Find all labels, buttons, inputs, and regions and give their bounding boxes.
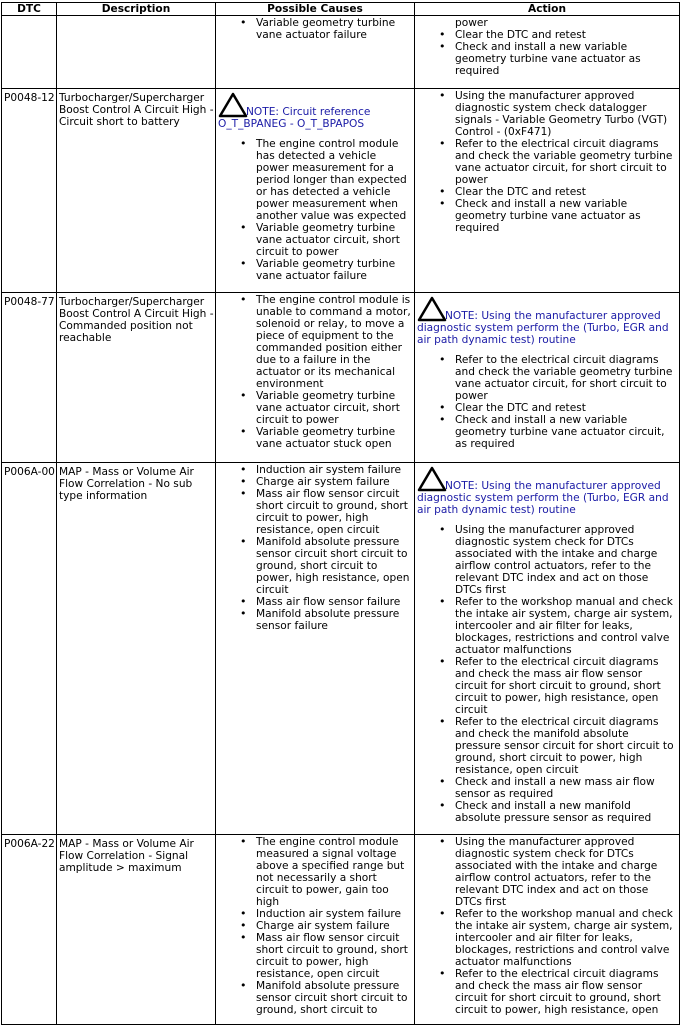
possible-causes-cell	[216, 89, 415, 293]
action-cell	[415, 16, 680, 89]
dtc-code: P006A-22	[2, 835, 57, 1025]
action-item: • Refer to the electrical circuit diagrams and check the mass air flow sensor circuit for short circuit to ground, short circuit to power, high resistance, open circuit	[455, 656, 677, 716]
actions-list	[417, 354, 677, 450]
cause-item: • Charge air system failure	[256, 476, 412, 488]
cause-item: • The engine control module is unable to command a motor, solenoid or relay, to move a piece of equipment to the commanded position either due to a failure in the actuator or its mechanical environment	[256, 294, 412, 390]
action-item: • Refer to the electrical circuit diagrams and check the variable geometry turbine vane actuator circuit, for short circuit to power	[455, 354, 677, 402]
table-row	[2, 835, 680, 1025]
action-item: • Clear the DTC and retest	[455, 186, 677, 198]
action-cell	[415, 835, 680, 1025]
cause-item: • Variable geometry turbine vane actuator circuit, short circuit to power	[256, 390, 412, 426]
action-item: power	[455, 17, 488, 29]
action-item: • Clear the DTC and retest	[455, 402, 677, 414]
cause-item: • Variable geometry turbine vane actuator circuit, short circuit to power	[256, 222, 412, 258]
cause-item: • Mass air flow sensor circuit short circuit to ground, short circuit to power, high resistance, open circuit	[256, 932, 412, 980]
action-note-text: NOTE: Using the manufacturer approved diagnostic system perform the (Turbo, EGR and air path dynamic test) routine	[417, 310, 669, 346]
header-dtc: DTC	[2, 3, 57, 16]
actions-list	[417, 90, 677, 234]
action-cell	[415, 89, 680, 293]
cause-item: • Manifold absolute pressure sensor failure	[256, 608, 412, 632]
dtc-code	[2, 16, 57, 89]
causes-list	[218, 464, 412, 632]
dtc-code: P0048-12	[2, 89, 57, 293]
cause-item: • Induction air system failure	[256, 908, 412, 920]
possible-causes-cell	[216, 16, 415, 89]
warning-triangle-icon	[417, 466, 447, 492]
header-action: Action	[415, 3, 680, 16]
causes-list	[218, 17, 412, 41]
possible-causes-cell	[216, 835, 415, 1025]
table-row	[2, 89, 680, 293]
header-possible-causes: Possible Causes	[216, 3, 415, 16]
cause-item: • The engine control module has detected a vehicle power measurement for a period longer than expected or has detected a vehicle power measurement when another value was expected	[256, 138, 412, 222]
header-description: Description	[57, 3, 216, 16]
possible-causes-cell	[216, 463, 415, 835]
warning-triangle-icon	[218, 92, 248, 118]
dtc-description: Turbocharger/Supercharger Boost Control A Circuit High - Commanded position not reachable	[57, 293, 216, 463]
dtc-description: MAP - Mass or Volume Air Flow Correlation - Signal amplitude > maximum	[57, 835, 216, 1025]
possible-causes-cell	[216, 293, 415, 463]
dtc-code: P0048-77	[2, 293, 57, 463]
causes-list	[218, 836, 412, 1016]
dtc-description: MAP - Mass or Volume Air Flow Correlation - No sub type information	[57, 463, 216, 835]
action-item: • Refer to the electrical circuit diagrams and check the manifold absolute pressure sensor circuit for short circuit to ground, short circuit to power, high resistance, open circuit	[455, 716, 677, 776]
action-item: • Refer to the electrical circuit diagrams and check the variable geometry turbine vane actuator circuit, for short circuit to power	[455, 138, 677, 186]
action-item: • Using the manufacturer approved diagnostic system check for DTCs associated with the intake and charge airflow control actuators, refer to the relevant DTC index and act on those DTCs first	[455, 524, 677, 596]
action-item: • Clear the DTC and retest	[455, 29, 677, 41]
action-note	[417, 466, 677, 516]
causes-note-text: NOTE: Circuit reference O_T_BPANEG - O_T_BPAPOS	[218, 106, 371, 130]
cause-item: • Charge air system failure	[256, 920, 412, 932]
action-item: • Check and install a new manifold absolute pressure sensor as required	[455, 800, 677, 824]
action-cell	[415, 463, 680, 835]
action-note-text: NOTE: Using the manufacturer approved diagnostic system perform the (Turbo, EGR and air path dynamic test) routine	[417, 480, 669, 516]
cause-item: • The engine control module measured a signal voltage above a specified range but not necessarily a short circuit to power, gain too high	[256, 836, 412, 908]
warning-triangle-icon	[417, 296, 447, 322]
causes-list	[218, 294, 412, 450]
cause-item: • Induction air system failure	[256, 464, 412, 476]
cause-item: • Variable geometry turbine vane actuator stuck open	[256, 426, 412, 450]
action-item: • Refer to the workshop manual and check the intake air system, charge air system, intercooler and air filter for leaks, blockages, restrictions and control valve actuator malfunctions	[455, 596, 677, 656]
action-item: • Refer to the electrical circuit diagrams and check the mass air flow sensor circuit for short circuit to ground, short circuit to power, high resistance, open	[455, 968, 677, 1016]
action-item: • Check and install a new variable geometry turbine vane actuator as required	[455, 41, 677, 77]
action-item: • Using the manufacturer approved diagnostic system check datalogger signals - Variable Geometry Turbo (VGT) Control - (0xF471)	[455, 90, 677, 138]
causes-list	[218, 138, 412, 282]
dtc-description	[57, 16, 216, 89]
actions-list	[417, 836, 677, 1016]
causes-note	[218, 92, 412, 130]
action-note	[417, 296, 677, 346]
action-cell	[415, 293, 680, 463]
table-header-row	[2, 3, 680, 16]
cause-item: • Manifold absolute pressure sensor circuit short circuit to ground, short circuit to power, high resistance, open circuit	[256, 536, 412, 596]
action-item: • Check and install a new mass air flow sensor as required	[455, 776, 677, 800]
action-item: • Using the manufacturer approved diagnostic system check for DTCs associated with the intake and charge airflow control actuators, refer to the relevant DTC index and act on those DTCs first	[455, 836, 677, 908]
action-item: • Check and install a new variable geometry turbine vane actuator as required	[455, 198, 677, 234]
cause-item: • Mass air flow sensor circuit short circuit to ground, short circuit to power, high resistance, open circuit	[256, 488, 412, 536]
table-row	[2, 16, 680, 89]
dtc-description: Turbocharger/Supercharger Boost Control A Circuit High - Circuit short to battery	[57, 89, 216, 293]
cause-item: • Variable geometry turbine vane actuator failure	[256, 258, 412, 282]
action-item: • Check and install a new variable geometry turbine vane actuator circuit, as required	[455, 414, 677, 450]
cause-item: • Variable geometry turbine vane actuator failure	[256, 17, 412, 41]
actions-list	[417, 524, 677, 824]
dtc-code: P006A-00	[2, 463, 57, 835]
dtc-table	[1, 2, 680, 1025]
cause-item: • Manifold absolute pressure sensor circuit short circuit to ground, short circuit to	[256, 980, 412, 1016]
action-item: • Refer to the workshop manual and check the intake air system, charge air system, intercooler and air filter for leaks, blockages, restrictions and control valve actuator malfunctions	[455, 908, 677, 968]
table-row	[2, 293, 680, 463]
cause-item: • Mass air flow sensor failure	[256, 596, 412, 608]
table-row	[2, 463, 680, 835]
actions-list	[417, 17, 677, 77]
